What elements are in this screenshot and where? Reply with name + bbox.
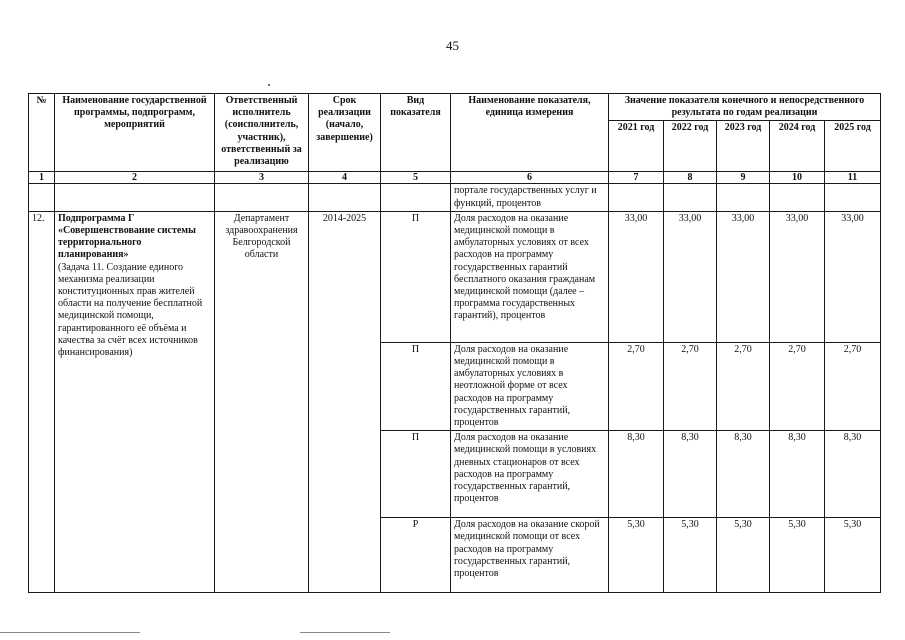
column-number: 2	[55, 172, 215, 184]
value-2025: 5,30	[825, 518, 881, 593]
indicator-type: Р	[381, 518, 451, 593]
value-2022: 2,70	[664, 342, 717, 430]
indicator-type: П	[381, 342, 451, 430]
header-year-2024: 2024 год	[770, 121, 825, 172]
header-name: Наименование государственной программы, подпрограмм, мероприятий	[55, 94, 215, 172]
continuation-indicator: портале государственных услуг и функций, процентов	[451, 184, 609, 211]
value-2022: 33,00	[664, 211, 717, 342]
table-row	[29, 184, 881, 211]
value-2025: 33,00	[825, 211, 881, 342]
column-number: 11	[825, 172, 881, 184]
value-2024: 8,30	[770, 431, 825, 518]
value-2022: 5,30	[664, 518, 717, 593]
value-2024: 2,70	[770, 342, 825, 430]
term-cell: 2014-2025	[309, 211, 381, 592]
header-year-2025: 2025 год	[825, 121, 881, 172]
header-indicator: Наименование показателя, единица измерения	[451, 94, 609, 172]
indicator-name: Доля расходов на оказание медицинской помощи в амбулаторных условиях в неотложной форме от всех расходов на программу государственных гарантий, процентов	[451, 342, 609, 430]
scan-speck	[268, 84, 270, 86]
column-number-row	[29, 172, 881, 184]
indicator-type: П	[381, 211, 451, 342]
empty-cell	[609, 184, 664, 211]
indicator-name: Доля расходов на оказание медицинской помощи в амбулаторных условиях от всех расходов на программу государственных гарантий бесплатного оказания гражданам медицинской помощи (далее – программа государственных гарантий), процентов	[451, 211, 609, 342]
indicator-table	[28, 93, 881, 593]
column-number: 1	[29, 172, 55, 184]
header-year-2022: 2022 год	[664, 121, 717, 172]
value-2024: 33,00	[770, 211, 825, 342]
column-number: 4	[309, 172, 381, 184]
value-2023: 5,30	[717, 518, 770, 593]
header-year-2023: 2023 год	[717, 121, 770, 172]
subprogram-cell	[55, 211, 215, 592]
empty-cell	[717, 184, 770, 211]
executor-cell: Департамент здравоохранения Белгородской области	[215, 211, 309, 592]
empty-cell	[664, 184, 717, 211]
empty-cell	[55, 184, 215, 211]
indicator-type: П	[381, 431, 451, 518]
column-number: 9	[717, 172, 770, 184]
column-number: 10	[770, 172, 825, 184]
table-row	[29, 211, 881, 342]
column-number: 3	[215, 172, 309, 184]
header-term: Срок реализации (начало, завершение)	[309, 94, 381, 172]
value-2023: 2,70	[717, 342, 770, 430]
row-number: 12.	[29, 211, 55, 592]
header-num: №	[29, 94, 55, 172]
value-2021: 8,30	[609, 431, 664, 518]
column-number: 7	[609, 172, 664, 184]
value-2024: 5,30	[770, 518, 825, 593]
indicator-name: Доля расходов на оказание медицинской помощи в условиях дневных стационаров от всех расходов на программу государственных гарантий, процентов	[451, 431, 609, 518]
empty-cell	[770, 184, 825, 211]
page-number: 45	[446, 38, 459, 53]
empty-cell	[309, 184, 381, 211]
indicator-name: Доля расходов на оказание скорой медицинской помощи от всех расходов на программу государственных гарантий, процентов	[451, 518, 609, 593]
column-number: 8	[664, 172, 717, 184]
subprogram-title: Подпрограмма Г «Совершенствование системы территориального планирования»	[58, 212, 196, 261]
value-2021: 2,70	[609, 342, 664, 430]
value-2025: 2,70	[825, 342, 881, 430]
column-number: 6	[451, 172, 609, 184]
header-type: Вид показателя	[381, 94, 451, 172]
header-year-2021: 2021 год	[609, 121, 664, 172]
empty-cell	[825, 184, 881, 211]
subprogram-description: (Задача 11. Создание единого механизма реализации конституционных прав жителей области на получение бесплатной медицинской помощи, гарантированного её объёма и качества за счёт всех источников финансирования)	[58, 261, 203, 359]
empty-cell	[381, 184, 451, 211]
value-2021: 5,30	[609, 518, 664, 593]
scan-edge-line	[300, 632, 390, 633]
value-2021: 33,00	[609, 211, 664, 342]
column-number: 5	[381, 172, 451, 184]
value-2023: 8,30	[717, 431, 770, 518]
empty-cell	[215, 184, 309, 211]
empty-cell	[29, 184, 55, 211]
value-2025: 8,30	[825, 431, 881, 518]
header-values: Значение показателя конечного и непосредственного результата по годам реализации	[609, 94, 881, 121]
header-executor: Ответственный исполнитель (соисполнитель, участник), ответственный за реализацию	[215, 94, 309, 172]
value-2022: 8,30	[664, 431, 717, 518]
value-2023: 33,00	[717, 211, 770, 342]
scan-edge-line	[0, 632, 140, 633]
